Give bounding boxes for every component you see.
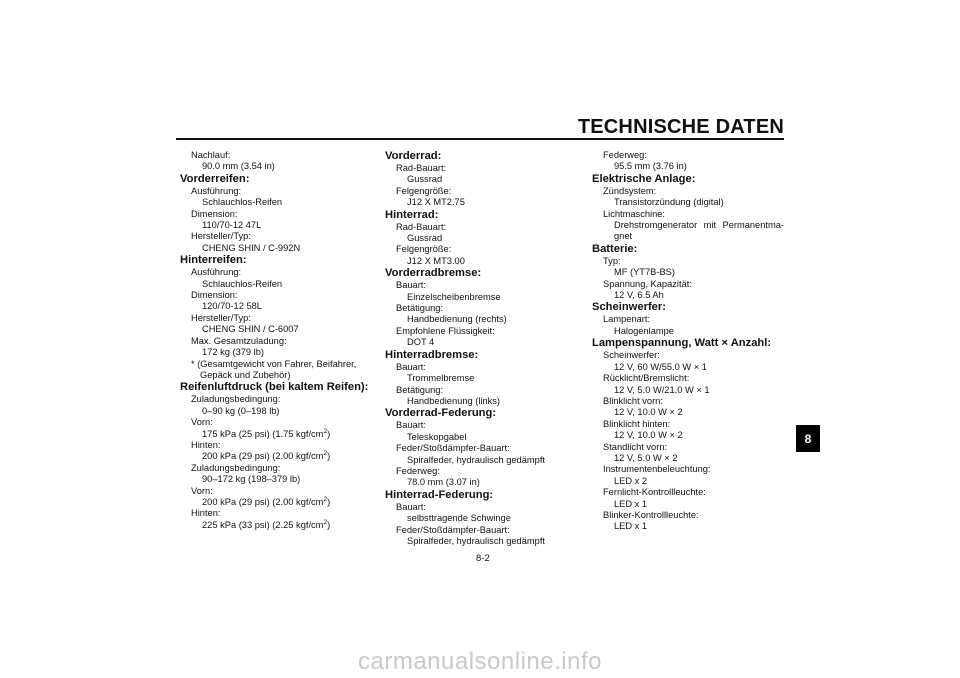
page-number: 8-2 (476, 553, 490, 564)
spec-value: 90.0 mm (3.54 in) (202, 161, 275, 172)
spec-value: CHENG SHIN / C-6007 (202, 324, 299, 335)
spec-label: Rad-Bauart: (396, 221, 447, 232)
spec-value: Schlauchlos-Reifen (202, 197, 283, 208)
spec-column-3 (592, 150, 784, 533)
spec-value: LED x 1 (614, 521, 648, 532)
spec-value: 12 V, 60 W/55.0 W × 1 (614, 361, 707, 372)
spec-label: Lichtmaschine: (603, 208, 666, 219)
spec-value: Teleskopgabel (407, 431, 467, 442)
spec-label: Vorn: (191, 485, 213, 496)
spec-label: Nachlauf: (191, 150, 231, 160)
spec-label: Zuladungsbedingung: (191, 462, 281, 473)
section-heading: Hinterrad-Federung: (385, 488, 494, 501)
spec-value: Schlauchlos-Reifen (202, 278, 283, 289)
spec-label: Rad-Bauart: (396, 163, 447, 173)
spec-label: Lampenart: (603, 314, 651, 325)
spec-label: Betätigung: (396, 303, 444, 314)
spec-value: J12 X MT3.00 (407, 255, 465, 266)
spec-value: 0–90 kg (0–198 lb) (202, 405, 280, 416)
spec-label: Hersteller/Typ: (191, 312, 251, 323)
spec-value: 225 kPa (33 psi) (2.25 kgf/$cm^2$) (202, 518, 331, 530)
spec-column-2 (385, 150, 575, 547)
spec-label: Bauart: (396, 361, 426, 372)
spec-value: 12 V, 10.0 W × 2 (614, 407, 683, 418)
section-heading: Lampenspannung, Watt × Anzahl: (592, 337, 772, 350)
spec-label: Vorn: (191, 417, 213, 428)
section-heading: Vorderreifen: (180, 172, 250, 185)
spec-label: Hinten: (191, 439, 221, 450)
spec-label: Blinklicht vorn: (603, 395, 663, 406)
spec-value: Gussrad (407, 174, 443, 185)
watermark: carmanualsonline.info (358, 648, 602, 675)
section-heading: Hinterreifen: (180, 254, 247, 267)
spec-label: Bauart: (396, 280, 426, 291)
spec-value: Drehstromgenerator mit Permanentma- (614, 220, 784, 231)
spec-value: 78.0 mm (3.07 in) (407, 477, 480, 488)
spec-label: Empfohlene Flüssigkeit: (396, 325, 495, 336)
footnote: Gepäck und Zubehör) (200, 369, 291, 380)
section-heading: Batterie: (592, 242, 638, 255)
section-heading: Hinterrad: (385, 208, 439, 221)
spec-label: Hersteller/Typ: (191, 231, 251, 242)
spec-value: Gussrad (407, 233, 443, 244)
spec-value: 200 kPa (29 psi) (2.00 kgf/$cm^2$) (202, 495, 331, 507)
spec-value: CHENG SHIN / C-992N (202, 242, 301, 253)
spec-value: 200 kPa (29 psi) (2.00 kgf/$cm^2$) (202, 450, 331, 462)
section-heading: Reifenluftdruck (bei kaltem Reifen): (180, 381, 369, 394)
section-heading: Scheinwerfer: (592, 301, 666, 314)
spec-label: Felgengröße: (396, 244, 452, 255)
chapter-tab: 8 (796, 425, 820, 452)
spec-value: J12 X MT2.75 (407, 197, 465, 208)
spec-value: 12 V, 6.5 Ah (614, 290, 664, 301)
spec-value: 175 kPa (25 psi) (1.75 kgf/$cm^2$) (202, 427, 331, 439)
spec-value: Spiralfeder, hydraulisch gedämpft (407, 454, 545, 465)
spec-label: Feder/Stoßdämpfer-Bauart: (396, 524, 510, 535)
section-heading: Vorderradbremse: (385, 267, 482, 280)
spec-value: selbsttragende Schwinge (407, 513, 511, 524)
spec-value: 12 V, 5.0 W × 2 (614, 452, 678, 463)
spec-value: Spiralfeder, hydraulisch gedämpft (407, 535, 545, 546)
spec-label: Bauart: (396, 501, 426, 512)
spec-label: Blinker-Kontrollleuchte: (603, 509, 699, 520)
spec-label: Federweg: (603, 150, 647, 160)
spec-label: Bauart: (396, 420, 426, 431)
spec-value: MF (YT7B-BS) (614, 267, 675, 278)
spec-value: 110/70-12 47L (202, 220, 262, 231)
spec-column-1 (180, 150, 370, 531)
spec-label: Hinten: (191, 508, 221, 519)
spec-label: Zuladungsbedingung: (191, 394, 281, 405)
spec-label: Feder/Stoßdämpfer-Bauart: (396, 443, 510, 454)
spec-label: Max. Gesamtzuladung: (191, 335, 287, 346)
spec-value: Einzelscheibenbremse (407, 291, 501, 302)
spec-value: 12 V, 10.0 W × 2 (614, 430, 683, 441)
spec-label: Federweg: (396, 465, 440, 476)
spec-value: 12 V, 5.0 W/21.0 W × 1 (614, 384, 710, 395)
spec-value: 172 kg (379 lb) (202, 347, 265, 358)
spec-value: Halogenlampe (614, 325, 674, 336)
spec-label: Dimension: (191, 208, 238, 219)
spec-value: Handbedienung (rechts) (407, 314, 507, 325)
spec-label: Betätigung: (396, 384, 444, 395)
section-heading: Hinterradbremse: (385, 348, 479, 361)
spec-value: Transistorzündung (digital) (614, 197, 724, 208)
footnote: * (Gesamtgewicht von Fahrer, Beifahrer, (191, 358, 357, 369)
spec-label: Zündsystem: (603, 185, 657, 196)
spec-label: Dimension: (191, 290, 238, 301)
spec-value: LED x 2 (614, 475, 648, 486)
spec-value: gnet (614, 231, 633, 242)
spec-label: Felgengröße: (396, 185, 452, 196)
spec-label: Scheinwerfer: (603, 350, 660, 361)
spec-value: Trommelbremse (407, 373, 475, 384)
spec-value: Handbedienung (links) (407, 395, 501, 406)
spec-label: Typ: (603, 255, 621, 266)
spec-label: Instrumentenbeleuchtung: (603, 464, 711, 475)
spec-value: 90–172 kg (198–379 lb) (202, 474, 301, 485)
spec-label: Ausführung: (191, 185, 242, 196)
header-rule (176, 138, 784, 140)
spec-label: Spannung, Kapazität: (603, 278, 692, 289)
section-heading: Elektrische Anlage: (592, 172, 696, 185)
spec-label: Blinklicht hinten: (603, 418, 671, 429)
spec-value: 95.5 mm (3.76 in) (614, 161, 687, 172)
page-title: TECHNISCHE DATEN (577, 116, 784, 138)
spec-label: Standlicht vorn: (603, 441, 668, 452)
spec-value: 120/70-12 58L (202, 301, 262, 312)
spec-label: Ausführung: (191, 267, 242, 278)
spec-label: Rücklicht/Bremslicht: (603, 373, 690, 384)
spec-value: DOT 4 (407, 337, 435, 348)
spec-label: Fernlicht-Kontrollleuchte: (603, 487, 706, 498)
section-heading: Vorderrad-Federung: (385, 407, 497, 420)
spec-value: LED x 1 (614, 498, 648, 509)
section-heading: Vorderrad: (385, 150, 442, 162)
